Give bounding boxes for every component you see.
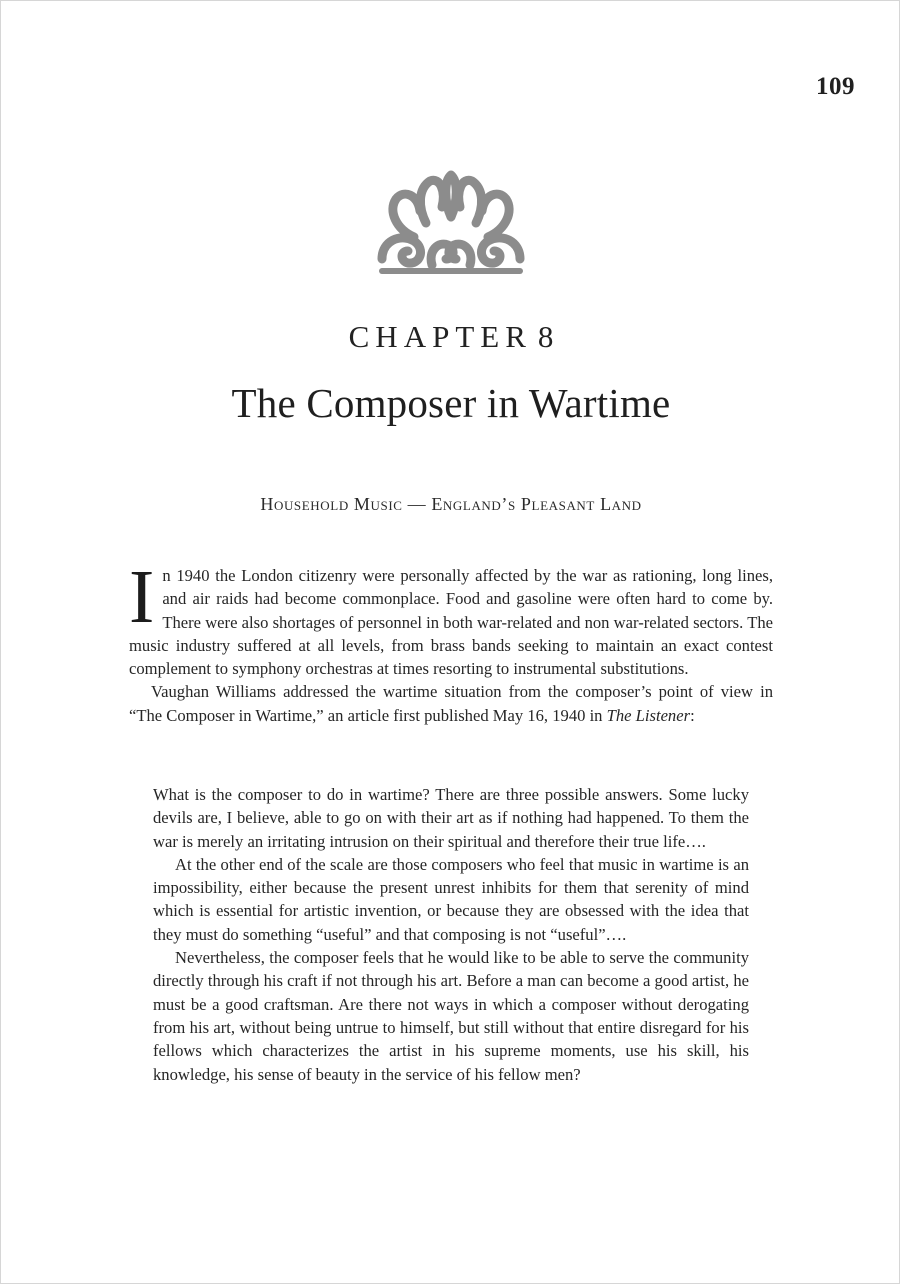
body-paragraph-1-text: n 1940 the London citizenry were personally affected by the war as rationing, long lines, and air raids had become commonplace. Food and gasoline were often hard to come by. There were also shortages of personnel in both war-related and non war-related sectors. The music industry suffered at all levels, from brass bands seeking to maintain an exact contest complement to symphony orchestras at times resorting to instrumental substitutions. [129,566,773,679]
page-number: 109 [816,73,855,100]
chapter-label-word: CHAPTER [348,319,532,354]
quote-paragraph-3: Nevertheless, the composer feels that he would like to be able to serve the community directly through his craft if not through his art. Before a man can become a good artist, he must be a good craftsman. Are there not ways in which a composer without derogating from his art, without being untrue to himself, but still without that entire disregard for his fellows which characterizes the artist in his supreme moments, use his skill, his knowledge, his sense of beauty in the service of his fellow men? [153,948,749,1084]
body-paragraph-1 [129,555,773,680]
shell-ornament-icon [374,167,528,277]
block-quote [153,783,749,1086]
body-paragraph-2 [129,680,773,727]
chapter-number: 8 [537,319,554,354]
chapter-label [1,319,900,355]
body-paragraph-2-end: : [690,705,695,725]
quote-paragraph-2: At the other end of the scale are those composers who feel that music in wartime is an impossibility, either because the present unrest inhibits for them that serenity of mind which is essential for artistic invention, or because they are obsessed with the idea that they must do something “useful” and that composing is not “useful”…. [153,854,749,944]
body-paragraph-2-text: Vaughan Williams addressed the wartime situation from the composer’s point of view in “The Composer in Wartime,” an article first published May 16, 1940 in [129,682,773,725]
quote-paragraph-1: What is the composer to do in wartime? There are three possible answers. Some lucky devils are, I believe, able to go on with their art as if nothing had happened. To them the war is merely an irritating intrusion on their spiritual and therefore their true life…. [153,785,749,851]
chapter-title: The Composer in Wartime [231,380,671,426]
body-text [129,555,773,727]
publication-title: The Listener [606,705,691,725]
section-heading: Household Music — England’s Pleasant Land [260,494,642,514]
drop-cap: I [129,555,155,639]
